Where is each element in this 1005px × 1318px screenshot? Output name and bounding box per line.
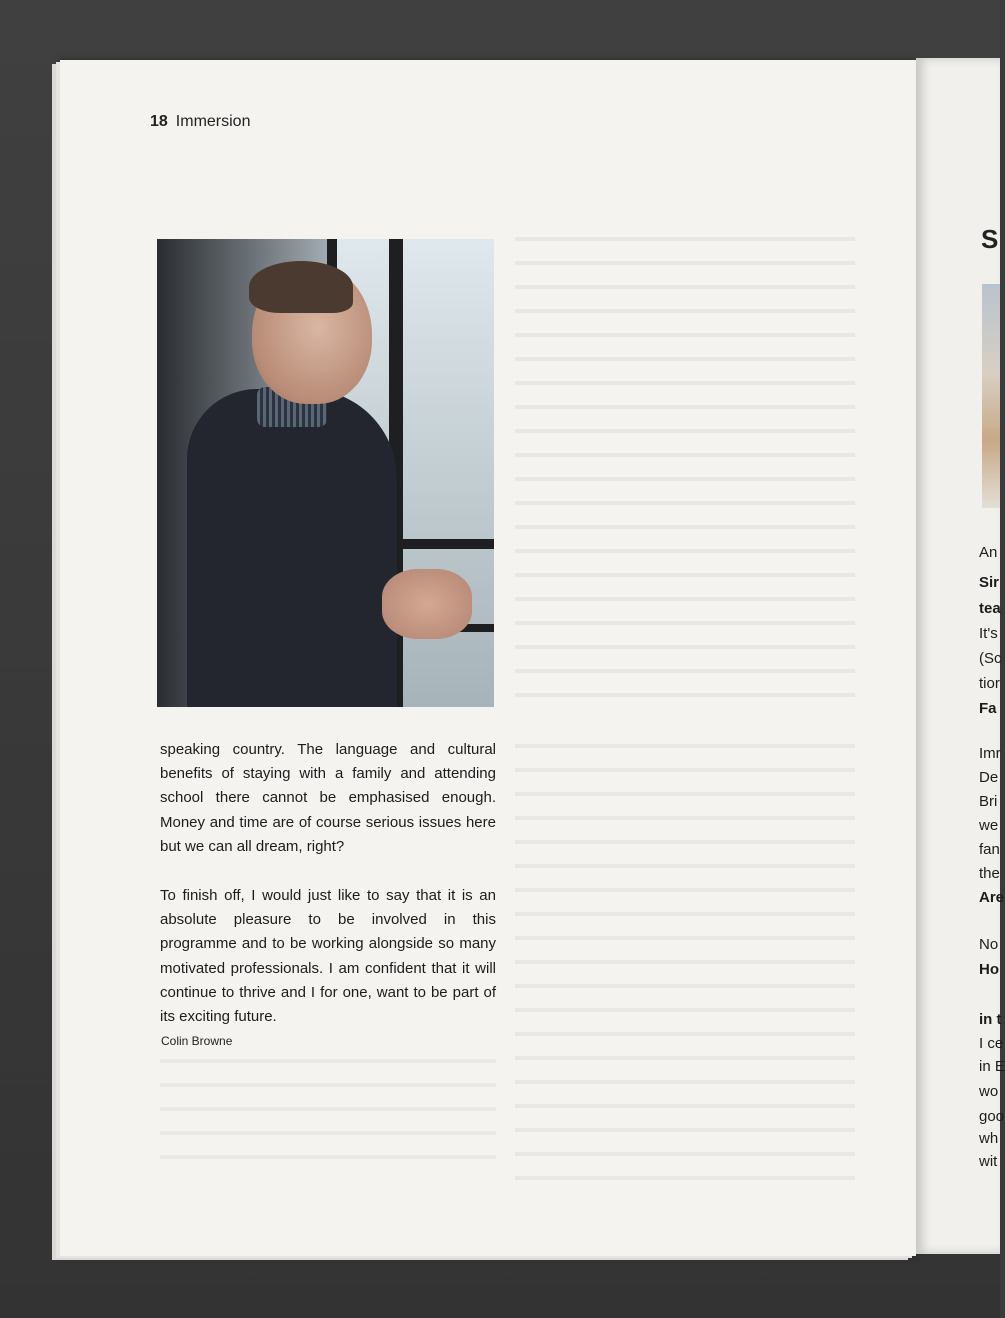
- section-title: Immersion: [175, 113, 251, 130]
- facing-page-line: in t: [979, 1011, 1002, 1028]
- facing-page-line: It's: [979, 625, 998, 642]
- facing-page-line: Ho: [979, 961, 999, 978]
- facing-page-line: Are: [979, 889, 1005, 906]
- paragraph: speaking country. The language and cultural benefits of staying with a family and attending school there cannot be emphasised enough. Money and time are of course serious issues here but we can all dream, right?: [160, 741, 496, 855]
- facing-page-line: Imr: [979, 745, 1001, 762]
- facing-page-line: Fa: [979, 700, 997, 717]
- body-column-paragraph-2: [160, 884, 496, 1029]
- facing-page-line: An: [979, 544, 998, 561]
- facing-page-line: we: [979, 817, 999, 834]
- facing-page-line: wit: [979, 1153, 998, 1170]
- facing-page-line: De: [979, 769, 999, 786]
- body-column-paragraph-1: [160, 738, 496, 859]
- facing-page-title: S: [981, 224, 999, 254]
- speaker-photo: [157, 239, 494, 707]
- facing-page-line: tior: [979, 675, 1000, 692]
- person-hair: [249, 261, 353, 313]
- facing-page-line: goo: [979, 1108, 1005, 1125]
- facing-page-line: tea: [979, 600, 1001, 617]
- facing-page-line: wh: [979, 1130, 999, 1147]
- facing-page-photo: [982, 284, 1000, 508]
- facing-page-line: wo: [979, 1083, 999, 1100]
- page-number: 18: [150, 113, 168, 130]
- facing-page-line: in E: [979, 1058, 1005, 1075]
- person-hands: [382, 569, 472, 639]
- facing-page-line: Sir: [979, 574, 1000, 591]
- show-through-text: [515, 228, 855, 698]
- facing-page-line: (Sc: [979, 650, 1002, 667]
- facing-page-line: fan: [979, 841, 1000, 858]
- facing-page-line: the: [979, 865, 1000, 882]
- person-body: [187, 389, 397, 707]
- facing-page-line: No: [979, 936, 999, 953]
- author-signature: Colin Browne: [161, 1034, 233, 1048]
- show-through-text-2: [515, 735, 855, 1195]
- paragraph: To finish off, I would just like to say that it is an absolute pleasure to be involved in this programme and to be working alongside so many motivated professionals. I am confident that it will continue to thrive and I for one, want to be part of its exciting future.: [160, 887, 496, 1026]
- facing-page-line: I ce: [979, 1035, 1004, 1052]
- show-through-text-3: [160, 1050, 496, 1170]
- running-head: [150, 113, 250, 131]
- facing-page-line: Bri: [979, 793, 998, 810]
